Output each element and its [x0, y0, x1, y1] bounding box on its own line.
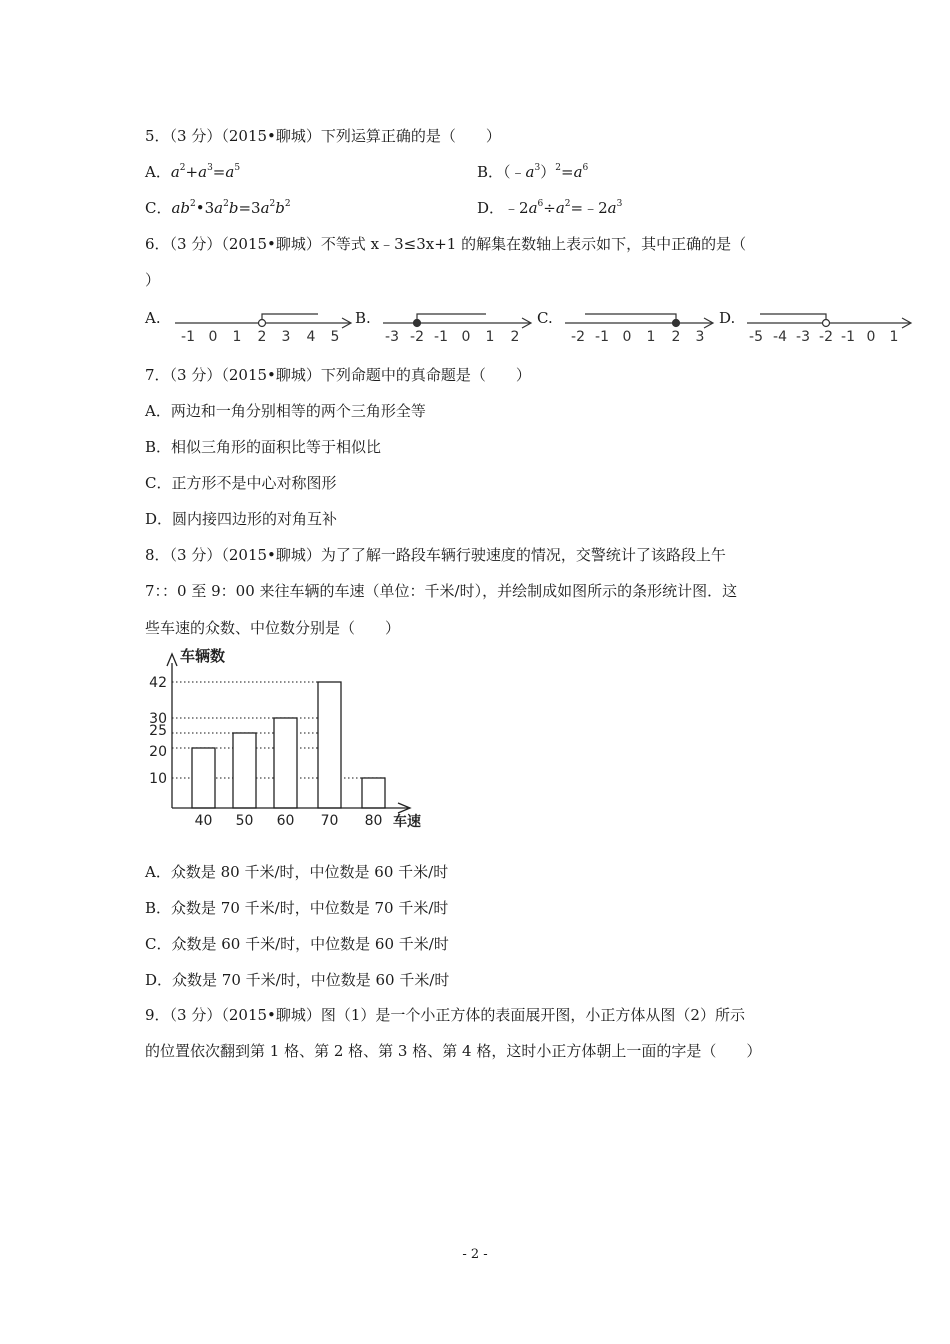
- tick-label: -3: [385, 329, 399, 345]
- q5-option-c: C．$ab^2•3a^2b=3a^2b^2$: [145, 199, 291, 217]
- q6-option-d-label: D.: [719, 309, 736, 327]
- q8-option-a: A．众数是 80 千米/时，中位数是 60 千米/时: [145, 863, 449, 881]
- q9-stem-line2: 的位置依次翻到第 1 格、第 2 格、第 3 格、第 4 格，这时小正方体朝上一面的字是（ ）: [145, 1042, 762, 1060]
- q8-option-b: B．众数是 70 千米/时，中位数是 70 千米/时: [145, 899, 449, 917]
- q5-option-b: B．$(﹣a^3)^2=a^6$: [477, 163, 589, 181]
- x-tick-label: 80: [364, 813, 383, 829]
- tick-label: -1: [841, 329, 855, 345]
- tick-label: 3: [695, 329, 705, 345]
- q6-option-a-label: A.: [145, 309, 161, 327]
- q5-option-a: A．$a^2+a^3=a^5$: [145, 163, 241, 181]
- tick-label: -1: [595, 329, 609, 345]
- tick-label: -1: [434, 329, 448, 345]
- tick-label: -4: [773, 329, 787, 345]
- q6-stem-line2: ）: [145, 271, 161, 289]
- x-tick-label: 50: [235, 813, 254, 829]
- q8-option-d: D．众数是 70 千米/时，中位数是 60 千米/时: [145, 971, 450, 989]
- tick-label: 2: [257, 329, 267, 345]
- q8-stem-line1: 8．（3 分）（2015•聊城）为了了解一路段车辆行驶速度的情况，交警统计了该路段上午: [145, 546, 726, 564]
- q7-option-a: A．两边和一角分别相等的两个三角形全等: [145, 402, 426, 420]
- y-axis-label: 车辆数: [180, 647, 226, 665]
- q6-option-a-number-line: [170, 305, 360, 345]
- q9-stem-line1: 9．（3 分）（2015•聊城）图（1）是一个小正方体的表面展开图，小正方体从图（2）所示: [145, 1006, 745, 1024]
- tick-label: 0: [208, 329, 218, 345]
- tick-label: 2: [671, 329, 681, 345]
- tick-label: 2: [510, 329, 520, 345]
- x-tick-label: 60: [276, 813, 295, 829]
- q6-stem-line1: 6．（3 分）（2015•聊城）不等式 x﹣3≤3x+1 的解集在数轴上表示如下，其中正确的是（: [145, 235, 747, 253]
- y-tick-label: 42: [149, 675, 167, 691]
- q7-option-c: C．正方形不是中心对称图形: [145, 474, 337, 492]
- tick-label: 0: [866, 329, 876, 345]
- tick-label: 5: [330, 329, 340, 345]
- q5-stem: 5．（3 分）（2015•聊城）下列运算正确的是（ ）: [145, 127, 501, 145]
- bar-60: [274, 718, 297, 808]
- page-number: - 2 -: [462, 1247, 488, 1262]
- tick-label: 4: [306, 329, 316, 345]
- tick-label: -5: [749, 329, 763, 345]
- x-axis-label: 车速: [393, 814, 421, 830]
- q8-stem-line3: 些车速的众数、中位数分别是（ ）: [145, 619, 401, 637]
- tick-label: 1: [232, 329, 242, 345]
- tick-label: -2: [410, 329, 424, 345]
- bar-40: [192, 748, 215, 808]
- tick-label: -1: [181, 329, 195, 345]
- q7-option-d: D．圆内接四边形的对角互补: [145, 510, 338, 528]
- tick-label: 1: [889, 329, 899, 345]
- bar-80: [362, 778, 385, 808]
- tick-label: 1: [485, 329, 495, 345]
- q6-option-b-number-line: [378, 305, 538, 345]
- y-tick-label: 25: [149, 723, 167, 739]
- bar-70: [318, 682, 341, 808]
- q6-option-c-label: C.: [537, 309, 553, 327]
- y-tick-label: 20: [149, 744, 167, 760]
- tick-label: 1: [646, 329, 656, 345]
- q6-option-b-label: B.: [355, 309, 371, 327]
- bar-50: [233, 733, 256, 808]
- speed-bar-chart: [140, 645, 440, 835]
- tick-label: -3: [796, 329, 810, 345]
- q8-option-c: C．众数是 60 千米/时，中位数是 60 千米/时: [145, 935, 449, 953]
- q7-stem: 7．（3 分）（2015•聊城）下列命题中的真命题是（ ）: [145, 366, 531, 384]
- q8-stem-line2: 7：：0 至 9：00 来往车辆的车速（单位：千米/时），并绘制成如图所示的条形统计图．这: [145, 582, 738, 600]
- q6-option-d-number-line: [742, 305, 917, 345]
- tick-label: -2: [571, 329, 585, 345]
- y-tick-label: 30: [149, 711, 167, 727]
- y-tick-label: 10: [149, 771, 167, 787]
- tick-label: 0: [461, 329, 471, 345]
- x-tick-label: 40: [194, 813, 213, 829]
- tick-label: 0: [622, 329, 632, 345]
- q5-option-d: D．$﹣2a^6\div a^2=﹣2a^3$: [477, 199, 623, 217]
- q6-option-c-number-line: [560, 305, 720, 345]
- x-tick-label: 70: [320, 813, 339, 829]
- tick-label: 3: [281, 329, 291, 345]
- q7-option-b: B．相似三角形的面积比等于相似比: [145, 438, 382, 456]
- tick-label: -2: [819, 329, 833, 345]
